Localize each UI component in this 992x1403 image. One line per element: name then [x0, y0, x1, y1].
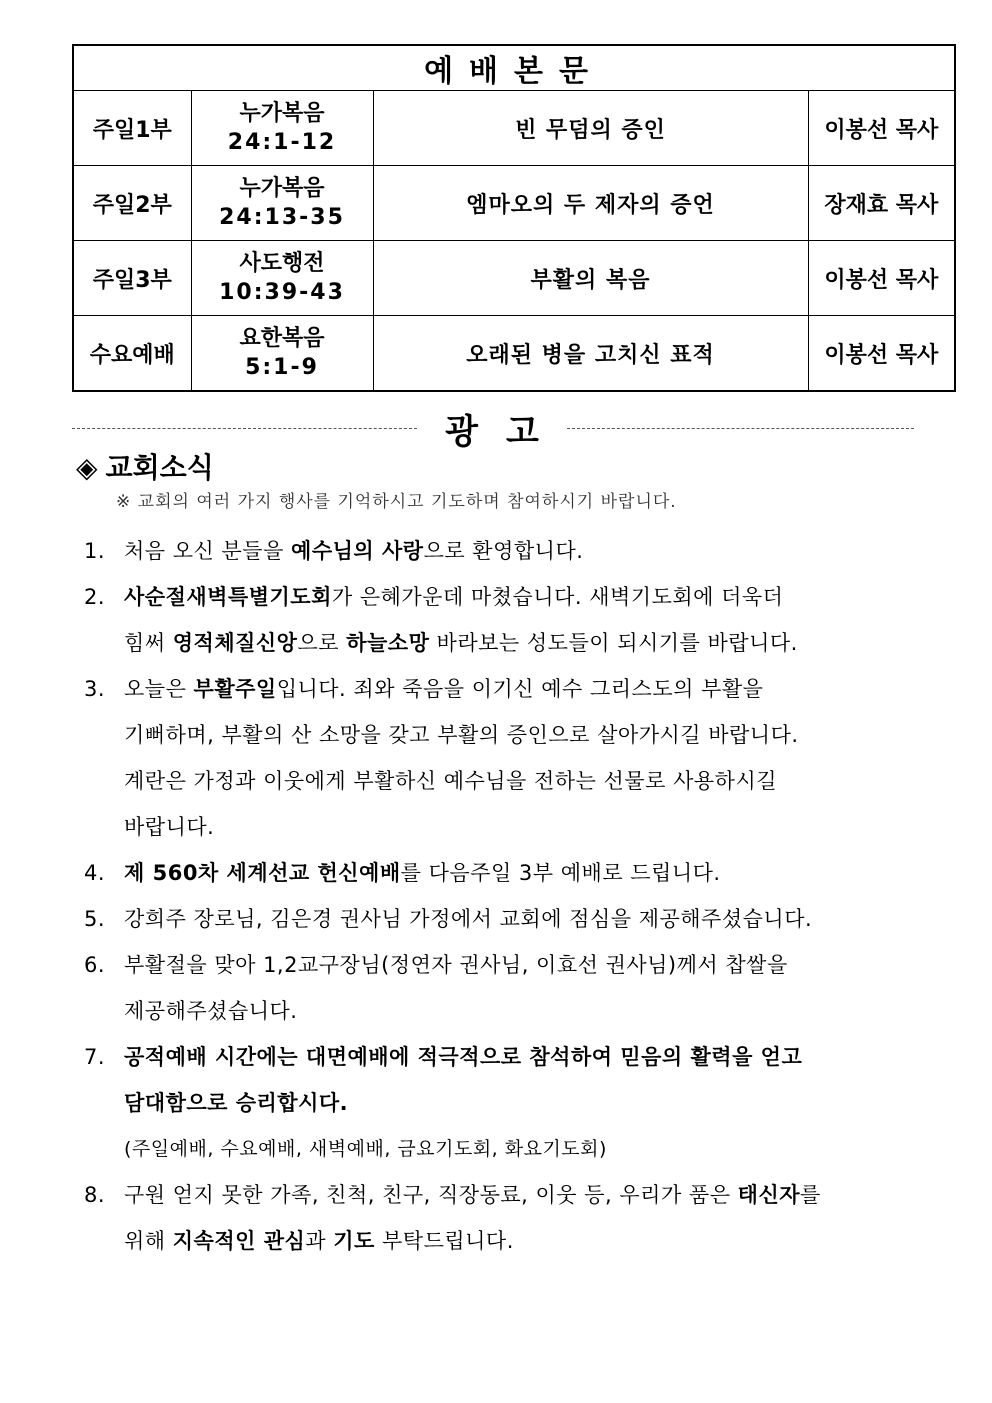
announcement-text: 위해	[124, 1229, 173, 1253]
announcement-line	[84, 804, 884, 850]
emphasized-text: 태신자	[737, 1183, 801, 1207]
schedule-row	[73, 316, 955, 392]
emphasized-text: 예수님의 사랑	[291, 539, 424, 563]
announcement-text: 바라보는 성도들이 되시기를 바랍니다.	[429, 631, 798, 655]
announcement-number: 6.	[84, 953, 106, 977]
emphasized-text: 부활주일	[193, 677, 277, 701]
scripture-book: 요한복음	[239, 326, 325, 351]
preacher-name: 이봉선 목사	[808, 241, 955, 316]
announcement-number: 1.	[84, 539, 106, 563]
scripture-reference	[191, 316, 373, 392]
announcement-text: 처음 오신 분들을	[124, 539, 292, 563]
announcement-text: 제공해주셨습니다.	[124, 999, 298, 1023]
scripture-book: 누가복음	[239, 101, 325, 126]
dashed-divider	[567, 428, 914, 429]
announcement-number: 2.	[84, 585, 106, 609]
announcement-line	[84, 1218, 884, 1264]
preacher-name: 이봉선 목사	[808, 91, 955, 166]
schedule-row	[73, 241, 955, 316]
service-name: 주일2부	[73, 166, 191, 241]
preacher-name: 장재효 목사	[808, 166, 955, 241]
announcement-line	[84, 1172, 884, 1218]
emphasized-text: 사순절새벽특별기도회	[124, 585, 332, 609]
sermon-title: 엠마오의 두 제자의 증언	[373, 166, 808, 241]
scripture-reference	[191, 241, 373, 316]
announcement-line	[84, 1080, 884, 1126]
announcement-line	[84, 620, 884, 666]
announcement-text: 부활절을 맞아 1,2교구장님(정연자 권사님, 이효선 권사님)께서 찹쌀을	[124, 953, 788, 977]
emphasized-text: 공적예배 시간에는 대면예배에 적극적으로 참석하여 믿음의 활력을 얻고	[124, 1045, 803, 1069]
announcement-line	[84, 712, 884, 758]
sermon-title: 빈 무덤의 증인	[373, 91, 808, 166]
announcement-text: 를 다음주일 3부 예배로 드립니다.	[400, 861, 721, 885]
announcement-text: 힘써	[124, 631, 173, 655]
church-news-heading	[76, 446, 214, 486]
service-name: 주일1부	[73, 91, 191, 166]
sermon-title: 부활의 복음	[373, 241, 808, 316]
scripture-verse: 24:1-12	[227, 130, 337, 155]
announcement-line	[84, 528, 884, 574]
announcement-line	[84, 1034, 884, 1080]
announcements-title: 광고	[445, 412, 567, 452]
scripture-verse: 10:39-43	[219, 280, 345, 305]
scripture-book: 누가복음	[239, 176, 325, 201]
announcement-line	[84, 758, 884, 804]
announcement-text: 입니다. 죄와 죽음을 이기신 예수 그리스도의 부활을	[276, 677, 764, 701]
emphasized-text: 제 560차 세계선교 헌신예배	[124, 861, 401, 885]
service-name: 주일3부	[73, 241, 191, 316]
emphasized-text: 지속적인 관심	[172, 1229, 306, 1253]
announcement-line	[84, 988, 884, 1034]
announcement-line	[84, 1126, 884, 1172]
announcement-text: 으로 환영합니다.	[423, 539, 584, 563]
scripture-reference	[191, 166, 373, 241]
announcement-text: 를	[800, 1183, 821, 1207]
scripture-book: 사도행전	[239, 251, 325, 276]
announcement-text: 바랍니다.	[124, 815, 215, 839]
scripture-verse: 24:13-35	[219, 205, 345, 230]
announcement-text: 강희주 장로님, 김은경 권사님 가정에서 교회에 점심을 제공해주셨습니다.	[124, 907, 813, 931]
church-news-note: ※ 교회의 여러 가지 행사를 기억하시고 기도하며 참여하시기 바랍니다.	[116, 492, 677, 512]
emphasized-text: 기도	[333, 1229, 375, 1253]
announcements-header	[72, 404, 914, 452]
schedule-row	[73, 91, 955, 166]
preacher-name: 이봉선 목사	[808, 316, 955, 392]
schedule-row	[73, 166, 955, 241]
announcement-text: (주일예배, 수요예배, 새벽예배, 금요기도회, 화요기도회)	[124, 1138, 607, 1160]
announcement-number: 7.	[84, 1045, 106, 1069]
announcement-number: 4.	[84, 861, 106, 885]
announcement-text: 구원 얻지 못한 가족, 친척, 친구, 직장동료, 이웃 등, 우리가 품은	[124, 1183, 738, 1207]
announcement-number: 3.	[84, 677, 106, 701]
announcement-text: 부탁드립니다.	[374, 1229, 514, 1253]
announcement-list	[84, 528, 884, 1264]
announcement-text: 과	[305, 1229, 334, 1253]
announcement-text: 으로	[297, 631, 347, 655]
dashed-divider	[72, 428, 417, 429]
schedule-title: 예배본문	[73, 45, 955, 91]
announcement-text: 오늘은	[124, 677, 194, 701]
worship-schedule-table	[72, 44, 956, 392]
scripture-verse: 5:1-9	[245, 355, 319, 380]
announcement-line	[84, 666, 884, 712]
service-name: 수요예배	[73, 316, 191, 392]
announcement-number: 8.	[84, 1183, 106, 1207]
announcement-text: 기뻐하며, 부활의 산 소망을 갖고 부활의 증인으로 살아가시길 바랍니다.	[124, 723, 799, 747]
emphasized-text: 하늘소망	[346, 631, 430, 655]
announcement-number: 5.	[84, 907, 106, 931]
emphasized-text: 영적체질신앙	[172, 631, 298, 655]
announcement-text: 계란은 가정과 이웃에게 부활하신 예수님을 전하는 선물로 사용하시길	[124, 769, 778, 793]
announcement-line	[84, 896, 884, 942]
announcement-line	[84, 942, 884, 988]
church-news-title: 교회소식	[105, 451, 214, 484]
sermon-title: 오래된 병을 고치신 표적	[373, 316, 808, 392]
scripture-reference	[191, 91, 373, 166]
announcement-line	[84, 850, 884, 896]
diamond-bullet-icon: ◈	[76, 451, 98, 484]
announcement-text: 가 은혜가운데 마쳤습니다. 새벽기도회에 더욱더	[331, 585, 784, 609]
emphasized-text: 담대함으로 승리합시다.	[124, 1091, 349, 1115]
announcement-line	[84, 574, 884, 620]
